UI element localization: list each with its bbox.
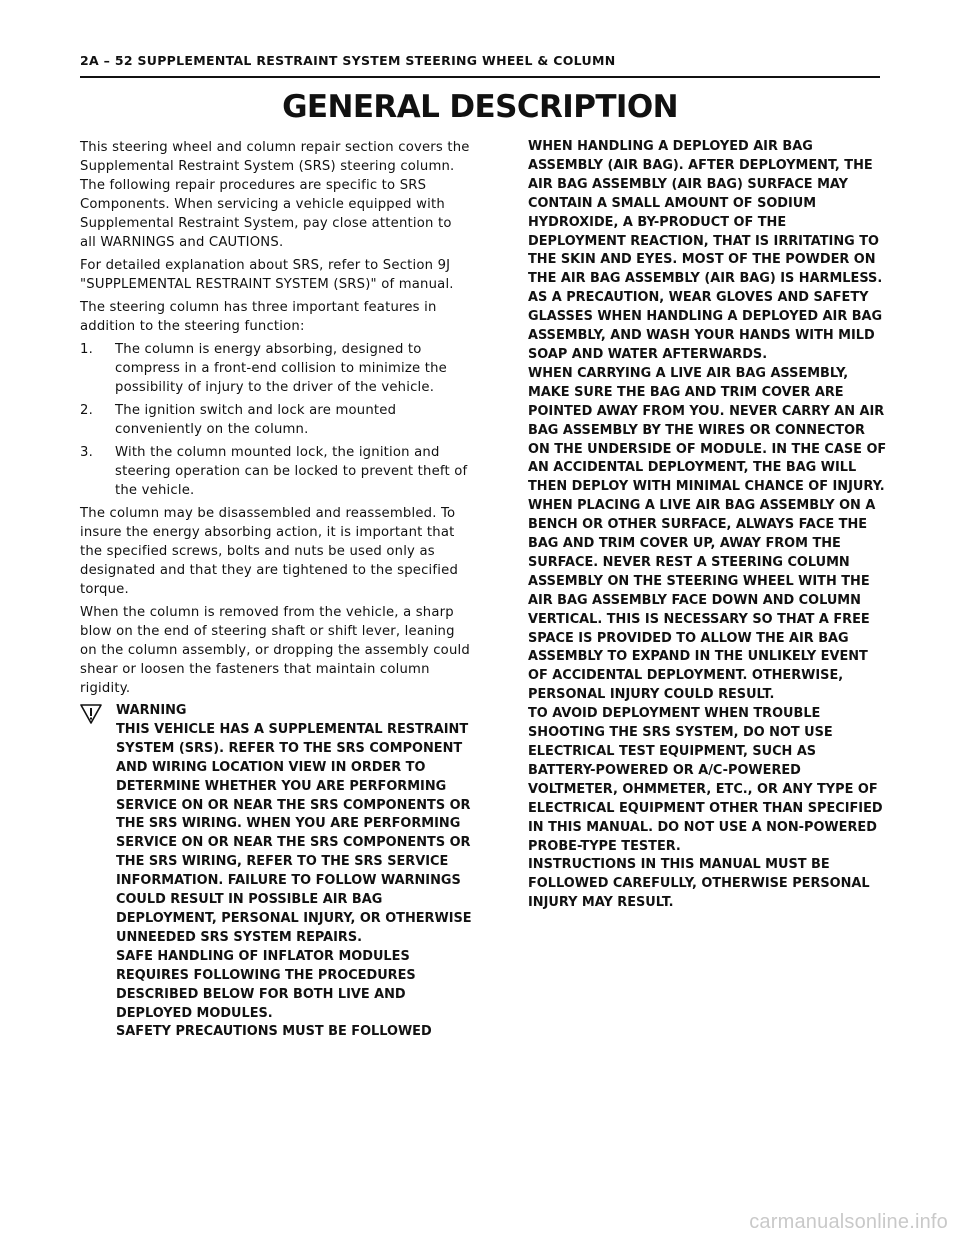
instructions-paragraph: INSTRUCTIONS IN THIS MANUAL MUST BE FOLLOWED CAREFULLY, OTHERWISE PERSONAL INJURY MAY RESULT.: [528, 857, 870, 911]
removal-paragraph: When the column is removed from the vehicle, a sharp blow on the end of steering shaft or shift lever, leaning on the column assembly, or dropping the assembly could shear or loosen the fasteners that maintain column rigidity.: [80, 605, 470, 696]
assembly-paragraph: The column may be disassembled and reassembled. To insure the energy absorbing action, it is important that the specified screws, bolts and nuts be used only as designated and that they are tightened to the specified torque.: [80, 506, 459, 597]
right-column: [528, 138, 888, 913]
reference-paragraph: For detailed explanation about SRS, refer to Section 9J "SUPPLEMENTAL RESTRAINT SYSTEM (SRS)" of manual.: [80, 258, 454, 292]
list-item: [80, 401, 472, 439]
left-column: [80, 138, 472, 1042]
warning-text: SAFE HANDLING OF INFLATOR MODULES REQUIRES FOLLOWING THE PROCEDURES DESCRIBED BELOW FOR BOTH LIVE AND DEPLOYED MODULES.: [116, 948, 416, 1021]
intro-paragraph: This steering wheel and column repair section covers the Supplemental Restraint System (SRS) steering column. The following repair procedures are specific to SRS Components. When servicing a vehicle equipped with Supplemental Restraint System, pay close attention to all WARNINGS and CAUTIONS.: [80, 140, 470, 250]
page-header: [80, 54, 880, 78]
list-item-number: 1.: [80, 342, 93, 357]
warning-block: [80, 702, 472, 1042]
section-title: GENERAL DESCRIPTION: [282, 89, 678, 125]
list-item: [80, 340, 472, 397]
list-item-text: With the column mounted lock, the ignition and steering operation can be locked to prevent theft of the vehicle.: [115, 445, 468, 498]
features-list: [80, 340, 472, 500]
list-item-text: The column is energy absorbing, designed to compress in a front-end collision to minimize the possibility of injury to the driver of the vehicle.: [115, 342, 447, 395]
list-item: [80, 443, 472, 500]
page-header-text: 2A – 52 SUPPLEMENTAL RESTRAINT SYSTEM STEERING WHEEL & COLUMN: [80, 53, 616, 68]
carrying-live-paragraph: WHEN CARRYING A LIVE AIR BAG ASSEMBLY, MAKE SURE THE BAG AND TRIM COVER ARE POINTED AWAY FROM YOU. NEVER CARRY AN AIR BAG ASSEMBLY BY THE WIRES OR CONNECTOR ON THE UNDERSIDE OF MODULE. IN THE CASE OF AN ACCIDENTAL DEPLOYMENT, THE BAG WILL THEN DEPLOY WITH MINIMAL CHANCE OF INJURY. WHEN PLACING A LIVE AIR BAG ASSEMBLY ON A BENCH OR OTHER SURFACE, ALWAYS FACE THE BAG AND TRIM COVER UP, AWAY FROM THE SURFACE. NEVER REST A STEERING COLUMN ASSEMBLY ON THE STEERING WHEEL WITH THE AIR BAG ASSEMBLY FACE DOWN AND COLUMN VERTICAL. THIS IS NECESSARY SO THAT A FREE SPACE IS PROVIDED TO ALLOW THE AIR BAG ASSEMBLY TO EXPAND IN THE UNLIKELY EVENT OF ACCIDENTAL DEPLOYMENT. OTHERWISE, PERSONAL INJURY COULD RESULT.: [528, 365, 887, 703]
troubleshooting-paragraph: TO AVOID DEPLOYMENT WHEN TROUBLE SHOOTING THE SRS SYSTEM, DO NOT USE ELECTRICAL TEST EQUIPMENT, SUCH AS BATTERY-POWERED OR A/C-POWERED VOLTMETER, OHMMETER, ETC., OR ANY TYPE OF ELECTRICAL EQUIPMENT OTHER THAN SPECIFIED IN THIS MANUAL. DO NOT USE A NON-POWERED PROBE-TYPE TESTER.: [528, 706, 883, 854]
warning-text: THIS VEHICLE HAS A SUPPLEMENTAL RESTRAINT SYSTEM (SRS). REFER TO THE SRS COMPONENT AND WIRING LOCATION VIEW IN ORDER TO DETERMINE WHETHER YOU ARE PERFORMING SERVICE ON OR NEAR THE SRS COMPONENTS OR THE SRS WIRING. WHEN YOU ARE PERFORMING SERVICE ON OR NEAR THE SRS COMPONENTS OR THE SRS WIRING, REFER TO THE SRS SERVICE INFORMATION. FAILURE TO FOLLOW WARNINGS COULD RESULT IN POSSIBLE AIR BAG DEPLOYMENT, PERSONAL INJURY, OR OTHERWISE UNNEEDED SRS SYSTEM REPAIRS.: [116, 721, 472, 945]
list-item-text: The ignition switch and lock are mounted conveniently on the column.: [115, 403, 397, 437]
list-item-number: 3.: [80, 445, 93, 460]
warning-label: WARNING: [116, 703, 187, 718]
warning-icon: [80, 704, 102, 724]
handling-deployed-paragraph: WHEN HANDLING A DEPLOYED AIR BAG ASSEMBLY (AIR BAG). AFTER DEPLOYMENT, THE AIR BAG ASSEMBLY (AIR BAG) SURFACE MAY CONTAIN A SMALL AMOUNT OF SODIUM HYDROXIDE, A BY-PRODUCT OF THE DEPLOYMENT REACTION, THAT IS IRRITATING TO THE SKIN AND EYES. MOST OF THE POWDER ON THE AIR BAG ASSEMBLY (AIR BAG) IS HARMLESS. AS A PRECAUTION, WEAR GLOVES AND SAFETY GLASSES WHEN HANDLING A DEPLOYED AIR BAG ASSEMBLY, AND WASH YOUR HANDS WITH MILD SOAP AND WATER AFTERWARDS.: [528, 139, 883, 362]
features-paragraph: The steering column has three important features in addition to the steering function:: [80, 300, 437, 334]
warning-text: SAFETY PRECAUTIONS MUST BE FOLLOWED: [116, 1024, 432, 1040]
watermark-text: carmanualsonline.info: [749, 1211, 948, 1233]
list-item-number: 2.: [80, 403, 93, 418]
